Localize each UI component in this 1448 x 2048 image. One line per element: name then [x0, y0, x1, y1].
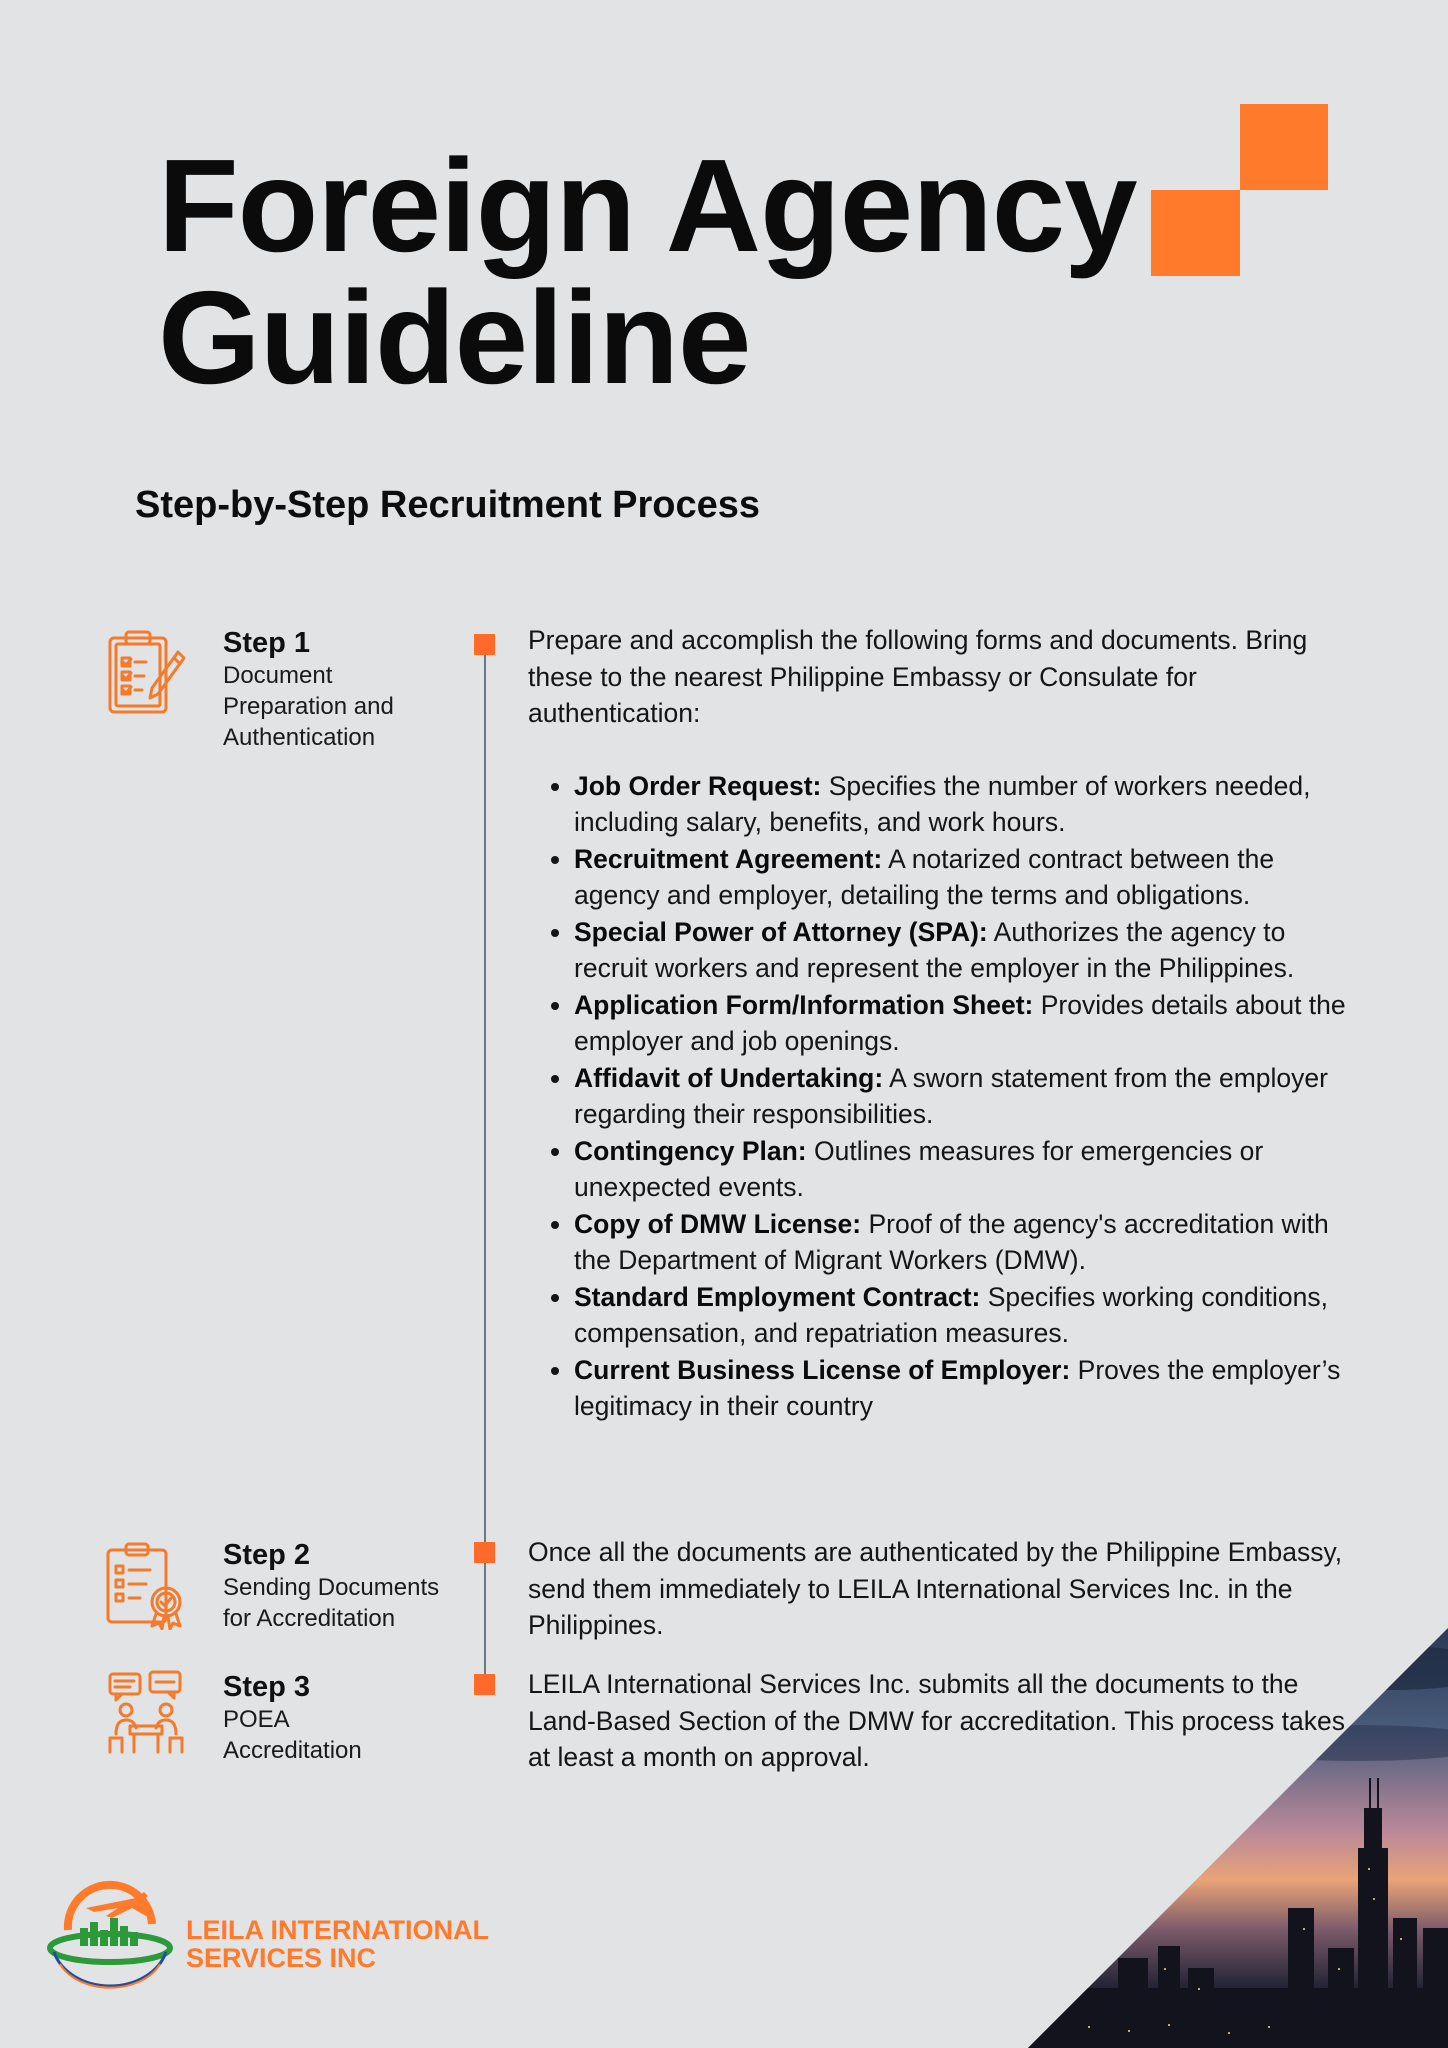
- step-1-name-line: Authentication: [223, 724, 376, 751]
- list-item-term: Special Power of Attorney (SPA):: [574, 916, 988, 947]
- step-3-name-line: POEA: [223, 1706, 290, 1733]
- meeting-table-icon: [104, 1668, 188, 1758]
- list-item-term: Copy of DMW License:: [574, 1208, 862, 1239]
- list-item-desc: Specifies working conditions, compensation, and repatriation measures.: [574, 1281, 1329, 1348]
- step-1-intro: Prepare and accomplish the following forms and documents. Bring these to the nearest Philippine Embassy or Consulate for authentication:: [528, 625, 1308, 728]
- timeline-marker-step-1: [474, 634, 495, 655]
- timeline-line: [484, 640, 486, 1685]
- step-3-body: [528, 1666, 1358, 1776]
- step-2-name-line: for Accreditation: [223, 1605, 396, 1632]
- brand-line-1: LEILA INTERNATIONAL: [186, 1915, 489, 1945]
- list-item-desc: Provides details about the employer and job openings.: [574, 989, 1346, 1056]
- list-item: [574, 914, 1358, 987]
- list-item-desc: A notarized contract between the agency and employer, detailing the terms and obligations.: [574, 843, 1275, 910]
- list-item: [574, 768, 1358, 841]
- decorative-square-bottom: [1151, 190, 1240, 276]
- step-2-number: Step 2: [223, 1539, 311, 1571]
- step-3-text: LEILA International Services Inc. submits all the documents to the Land-Based Section of the DMW for accreditation. This process takes at least a month on approval.: [528, 1669, 1345, 1772]
- clipboard-checklist-icon: [104, 628, 188, 718]
- list-item-term: Job Order Request:: [574, 770, 822, 801]
- brand-line-2: SERVICES INC: [186, 1943, 377, 1973]
- step-2-body: [528, 1534, 1358, 1644]
- list-item-desc: Specifies the number of workers needed, including salary, benefits, and work hours.: [574, 770, 1311, 837]
- list-item: [574, 841, 1358, 914]
- required-documents-list: [528, 768, 1358, 1425]
- timeline-marker-step-3: [474, 1674, 495, 1695]
- list-item-term: Application Form/Information Sheet:: [574, 989, 1034, 1020]
- list-item: [574, 1206, 1358, 1279]
- step-3-number: Step 3: [223, 1671, 311, 1703]
- timeline-marker-step-2: [474, 1542, 495, 1563]
- step-2-text: Once all the documents are authenticated by the Philippine Embassy, send them immediately to LEILA International Services Inc. in the Philippines.: [528, 1537, 1343, 1640]
- list-item-term: Affidavit of Undertaking:: [574, 1062, 884, 1093]
- step-2-name-line: Sending Documents: [223, 1574, 440, 1601]
- step-1-number: Step 1: [223, 627, 311, 659]
- list-item-desc: Outlines measures for emergencies or unexpected events.: [574, 1135, 1264, 1202]
- step-2-heading: [223, 1538, 463, 1634]
- title-line-1: Foreign Agency: [158, 132, 1137, 279]
- list-item: [574, 1060, 1358, 1133]
- step-1-body: [528, 622, 1358, 1425]
- list-item-term: Recruitment Agreement:: [574, 843, 883, 874]
- page-title: [158, 132, 1137, 411]
- list-item-desc: Proves the employer’s legitimacy in their country: [574, 1354, 1341, 1421]
- list-item: [574, 1133, 1358, 1206]
- list-item: [574, 1352, 1358, 1425]
- list-item: [574, 1279, 1358, 1352]
- step-3-heading: [223, 1670, 463, 1766]
- decorative-square-top: [1240, 104, 1328, 190]
- list-item-term: Current Business License of Employer:: [574, 1354, 1071, 1385]
- list-item-desc: A sworn statement from the employer regarding their responsibilities.: [574, 1062, 1328, 1129]
- list-item: [574, 987, 1358, 1060]
- brand-name: [186, 1916, 489, 1972]
- list-item-desc: Authorizes the agency to recruit workers and represent the employer in the Philippines.: [574, 916, 1295, 983]
- leila-logo: [40, 1872, 180, 2000]
- certified-clipboard-icon: [104, 1540, 188, 1630]
- step-3-name-line: Accreditation: [223, 1737, 362, 1764]
- step-1-heading: [223, 626, 463, 753]
- list-item-desc: Proof of the agency's accreditation with the Department of Migrant Workers (DMW).: [574, 1208, 1329, 1275]
- step-1-name-line: Document: [223, 662, 333, 689]
- section-subtitle: Step-by-Step Recruitment Process: [135, 484, 761, 526]
- list-item-term: Contingency Plan:: [574, 1135, 807, 1166]
- step-1-name-line: Preparation and: [223, 693, 394, 720]
- title-line-2: Guideline: [158, 264, 751, 411]
- list-item-term: Standard Employment Contract:: [574, 1281, 981, 1312]
